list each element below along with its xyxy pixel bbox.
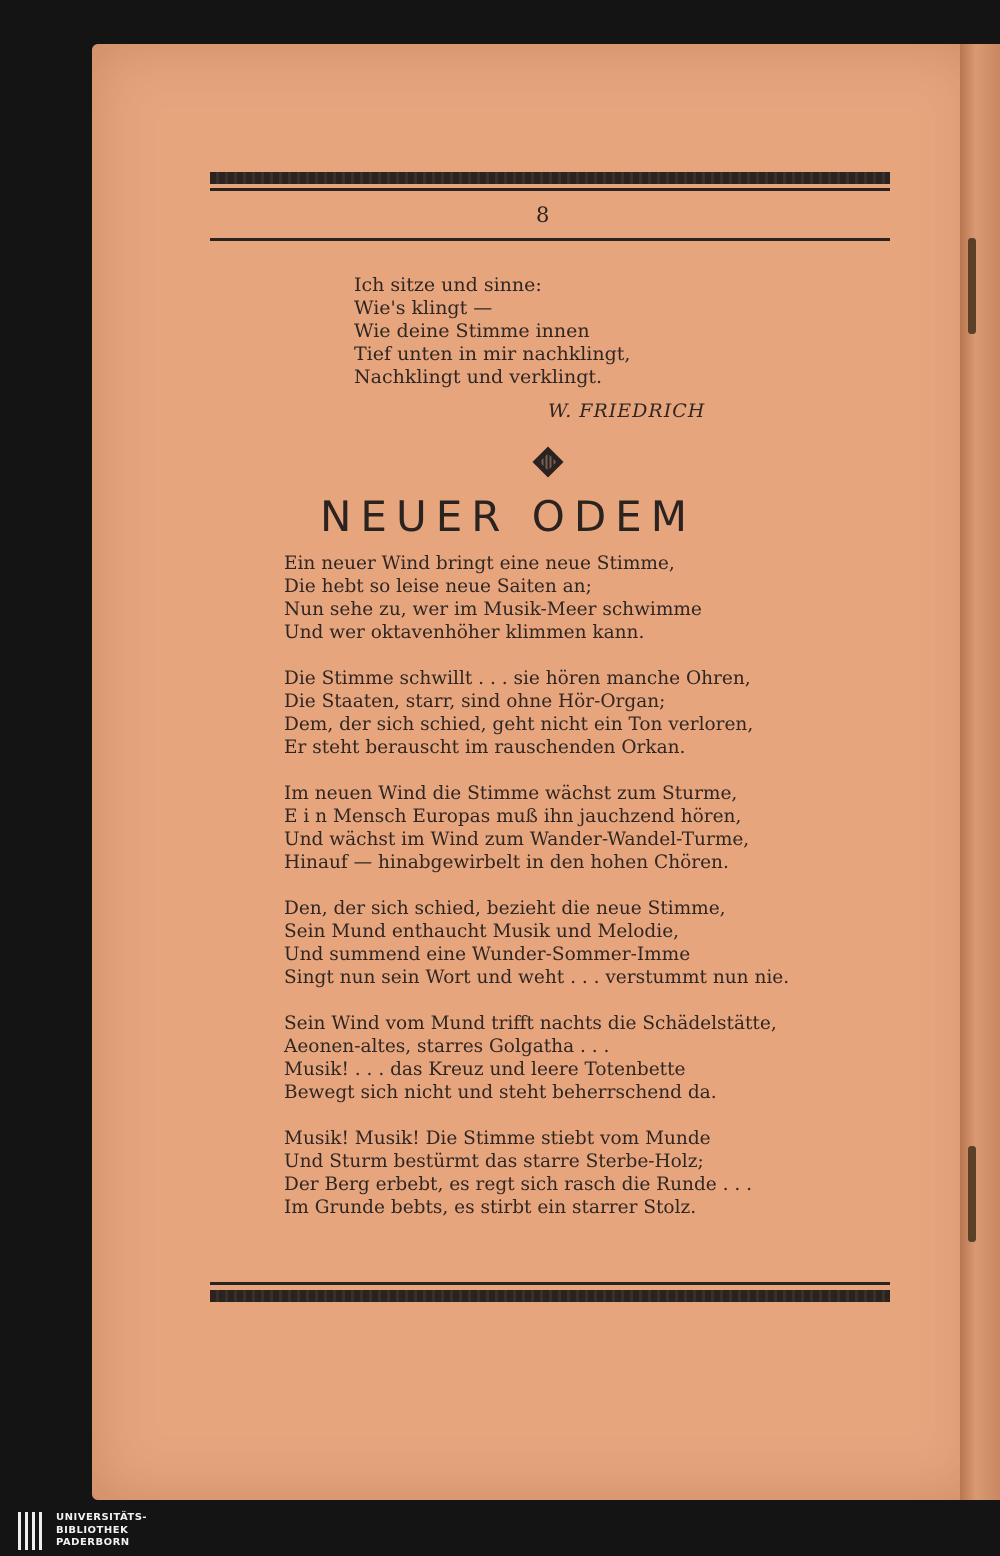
book-spine xyxy=(960,44,1000,1500)
poem-line: Ich sitze und sinne: xyxy=(354,274,542,296)
poem-body xyxy=(284,552,864,1242)
library-name-line: PADERBORN xyxy=(56,1537,130,1548)
poem-line: Und wächst im Wind zum Wander-Wandel-Turme, xyxy=(284,829,750,850)
poem-line: Sein Mund enthaucht Musik und Melodie, xyxy=(284,921,680,942)
library-logo-icon xyxy=(18,1512,48,1550)
header-rule-thick xyxy=(210,172,890,184)
stanza xyxy=(284,782,864,874)
poem-line: Und wer oktavenhöher klimmen kann. xyxy=(284,622,645,643)
footer-rule-thin xyxy=(210,1282,890,1285)
stanza xyxy=(284,897,864,989)
staple-bottom xyxy=(968,1146,976,1242)
stanza xyxy=(284,1012,864,1104)
poem-line: Singt nun sein Wort und weht . . . verstummt nun nie. xyxy=(284,967,790,988)
poem-line: Nun sehe zu, wer im Musik-Meer schwimme xyxy=(284,599,702,620)
poem-line: Dem, der sich schied, geht nicht ein Ton verloren, xyxy=(284,714,754,735)
poem-line: Er steht berauscht im rauschenden Orkan. xyxy=(284,737,686,758)
footer-rule-thick xyxy=(210,1290,890,1302)
poem-line: Die Stimme schwillt . . . sie hören manche Ohren, xyxy=(284,668,751,689)
poem-line: Aeonen-altes, starres Golgatha . . . xyxy=(284,1036,610,1057)
poem-line: Hinauf — hinabgewirbelt in den hohen Chören. xyxy=(284,852,729,873)
poem-line: Im neuen Wind die Stimme wächst zum Sturme, xyxy=(284,783,738,804)
poem-line: Wie's klingt — xyxy=(354,297,493,319)
poem-line: Tief unten in mir nachklingt, xyxy=(354,343,631,365)
poem-line: E i n Mensch Europas muß ihn jauchzend hören, xyxy=(284,806,742,827)
page-number: 8 xyxy=(536,203,550,227)
poem-line: Sein Wind vom Mund trifft nachts die Schädelstätte, xyxy=(284,1013,777,1034)
poem-line: Wie deine Stimme innen xyxy=(354,320,590,342)
poem-line: Im Grunde bebts, es stirbt ein starrer Stolz. xyxy=(284,1197,697,1218)
poem-line: Nachklingt und verklingt. xyxy=(354,366,603,388)
poem-line: Ein neuer Wind bringt eine neue Stimme, xyxy=(284,553,675,574)
poem-line: Den, der sich schied, bezieht die neue Stimme, xyxy=(284,898,726,919)
poem-author: W. FRIEDRICH xyxy=(548,400,706,422)
library-name xyxy=(56,1512,147,1550)
stanza xyxy=(284,552,864,644)
poem-line: Die hebt so leise neue Saiten an; xyxy=(284,576,592,597)
poem-line: Bewegt sich nicht und steht beherrschend da. xyxy=(284,1082,717,1103)
header-rule-thin xyxy=(210,188,890,191)
stanza xyxy=(284,1127,864,1219)
poem-line: Und summend eine Wunder-Sommer-Imme xyxy=(284,944,691,965)
poem-line: Und Sturm bestürmt das starre Sterbe-Holz; xyxy=(284,1151,704,1172)
library-name-line: UNIVERSITÄTS- xyxy=(56,1512,148,1523)
poem-line: Der Berg erbebt, es regt sich rasch die Runde . . . xyxy=(284,1174,753,1195)
poem-title: NEUER ODEM xyxy=(320,492,696,541)
poem-line: Die Staaten, starr, sind ohne Hör-Organ; xyxy=(284,691,666,712)
poem-line: Musik! . . . das Kreuz und leere Totenbette xyxy=(284,1059,686,1080)
staple-top xyxy=(968,238,976,334)
library-name-line: BIBLIOTHEK xyxy=(56,1524,129,1536)
stanza xyxy=(284,667,864,759)
poem-line: Musik! Musik! Die Stimme stiebt vom Munde xyxy=(284,1128,711,1149)
poem-fragment xyxy=(354,274,774,389)
page-number-rule xyxy=(210,238,890,241)
